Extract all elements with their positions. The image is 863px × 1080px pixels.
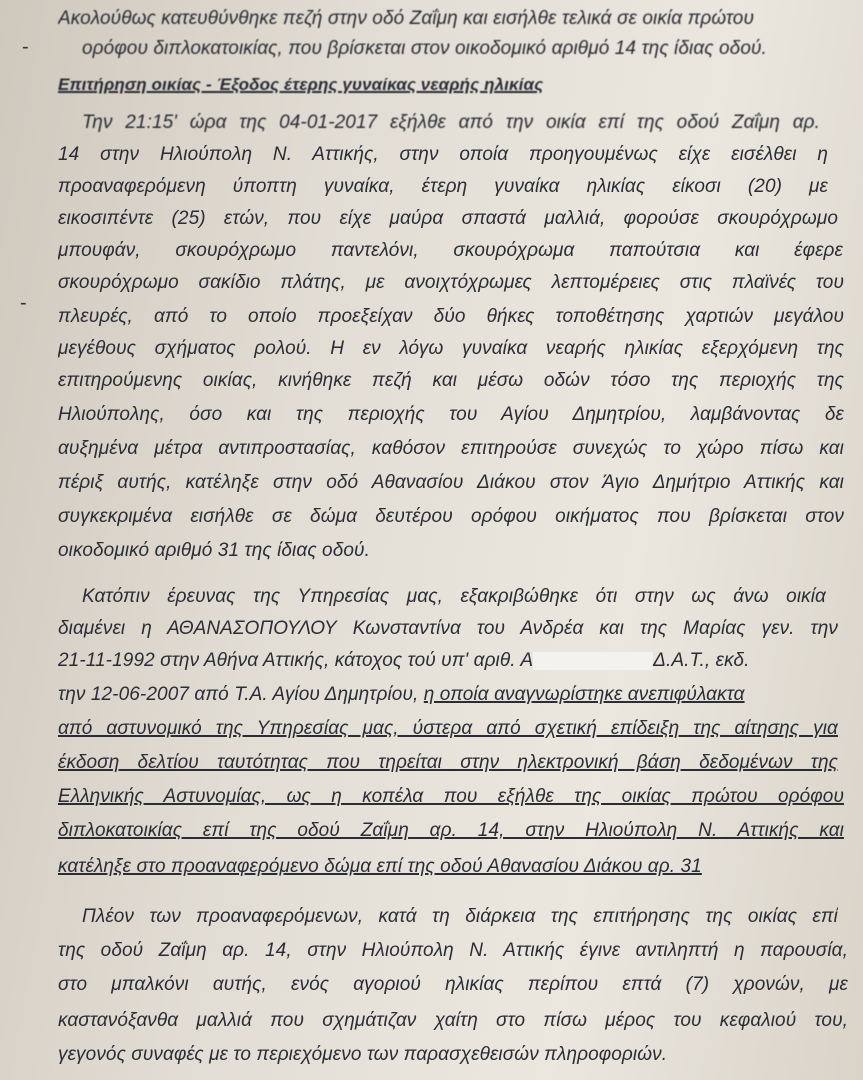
text-line-26: Πλέον των προαναφερόμενων, κατά τη διάρκεια της επιτήρησης της οικίας επί: [82, 906, 838, 927]
id-line-prefix: 21-11-1992 στην Αθήνα Αττικής, κάτοχος τού υπ' αριθ. Α: [58, 650, 534, 671]
text-line-15: συγκεκριμένα εισήλθε σε δώμα δευτέρου ορόφου οικήματος που βρίσκεται στον: [58, 506, 844, 527]
text-line-2: ορόφου διπλοκατοικίας, που βρίσκεται στον οικοδομικό αριθμό 14 της ίδιας οδού.: [82, 38, 767, 59]
recognition-text: η οποία αναγνωρίστηκε ανεπιφύλακτα: [423, 684, 745, 705]
text-line-8: σκουρόχρωμο σακίδιο πλάτης, με ανοιχτόχρωμες λεπτομέρειες στις πλαϊνές του: [58, 272, 844, 293]
text-line-12: Ηλιούπολης, όσο και της περιοχής του Αγίου Δημητρίου, λαμβάνοντας δε: [58, 404, 844, 425]
text-line-29: καστανόξανθα μαλλιά που σχημάτιζαν χαίτη στο πίσω μέρος του κεφαλιού του,: [58, 1010, 848, 1031]
text-line-16: οικοδομικό αριθμό 31 της ίδιας οδού.: [58, 540, 370, 561]
text-line-3: Την 21:15' ώρα της 04-01-2017 εξήλθε από την οικία επί της οδού Ζαΐμη αρ.: [82, 112, 820, 133]
section-heading: Επιτήρηση οικίας - Έξοδος έτερης γυναίκας νεαρής ηλικίας: [58, 75, 544, 94]
text-line-5: προαναφερόμενη ύποπτη γυναίκα, έτερη γυναίκα ηλικίας είκοσι (20) με: [58, 176, 828, 197]
text-line-18: διαμένει η ΑΘΑΝΑΣΟΠΟΥΛΟΥ Κωνσταντίνα του Ανδρέα και της Μαρίας γεν. την: [58, 618, 838, 639]
text-line-17: Κατόπιν έρευνας της Υπηρεσίας μας, εξακριβώθηκε ότι στην ως άνω οικία: [82, 586, 826, 607]
text-line-25: κατέληξε στο προαναφερόμενο δώμα επί της οδού Αθανασίου Διάκου αρ. 31: [58, 856, 702, 877]
redaction-box: [533, 652, 653, 670]
text-line-22: έκδοση δελτίου ταυτότητας που τηρείται στην ηλεκτρονική βάση δεδομένων της: [58, 752, 838, 773]
text-line-24: διπλοκατοικίας επί της οδού Ζαΐμη αρ. 14, στην Ηλιούπολη Ν. Αττικής και: [58, 820, 844, 841]
text-line-7: μπουφάν, σκουρόχρωμο παντελόνι, σκουρόχρωμα παπούτσια και έφερε: [58, 240, 843, 261]
margin-dash-mark-2: -: [20, 292, 27, 314]
text-line-21: από αστυνομικό της Υπηρεσίας μας, ύστερα από σχετική επίδειξη της αίτησης για: [58, 718, 838, 739]
text-line-13: αυξημένα μέτρα αντιπροστασίας, καθόσον επιτηρούσε συνεχώς το χώρο πίσω και: [58, 438, 844, 459]
text-line-11: επιτηρούμενης οικίας, κινήθηκε πεζή και μέσω οδών τόσο της περιοχής της: [58, 370, 844, 391]
text-line-14: πέριξ αυτής, κατέληξε στην οδό Αθανασίου Διάκου στον Άγιο Δημήτριο Αττικής και: [58, 472, 844, 493]
text-line-20: [58, 684, 848, 706]
text-line-19: [58, 650, 848, 672]
text-line-28: στο μπαλκόνι αυτής, ενός αγοριού ηλικίας περίπου επτά (7) χρονών, με: [58, 974, 848, 995]
text-line-10: μεγέθους σχήματος ρολού. Η εν λόγω γυναίκα νεαρής ηλικίας εξερχόμενη της: [58, 338, 844, 359]
text-line-30: γεγονός συναφές με το περιεχόμενο των παρασχεθεισών πληροφοριών.: [58, 1044, 668, 1065]
text-line-9: πλευρές, από το οποίο προεξείχαν δύο θήκες τοποθέτησης χαρτιών μεγάλου: [58, 306, 844, 327]
text-line-23: Ελληνικής Αστυνομίας, ως η κοπέλα που εξήλθε της οικίας πρώτου ορόφου: [58, 786, 844, 807]
id-line-suffix: Δ.Α.Τ., εκδ.: [653, 650, 750, 671]
margin-dash-mark: -: [22, 36, 29, 58]
issue-date-text: την 12-06-2007 από Τ.Α. Αγίου Δημητρίου,: [58, 684, 419, 705]
text-line-6: εικοσιπέντε (25) ετών, που είχε μαύρα σπαστά μαλλιά, φορούσε σκουρόχρωμο: [58, 208, 838, 229]
text-line-4: 14 στην Ηλιούπολη Ν. Αττικής, στην οποία προηγουμένως είχε εισέλθει η: [58, 144, 828, 165]
text-line-1: Ακολούθως κατευθύνθηκε πεζή στην οδό Ζαΐμη και εισήλθε τελικά σε οικία πρώτου: [58, 8, 755, 29]
text-line-27: της οδού Ζαΐμη αρ. 14, στην Ηλιούπολη Ν. Αττικής έγινε αντιληπτή η παρουσία,: [58, 940, 848, 961]
